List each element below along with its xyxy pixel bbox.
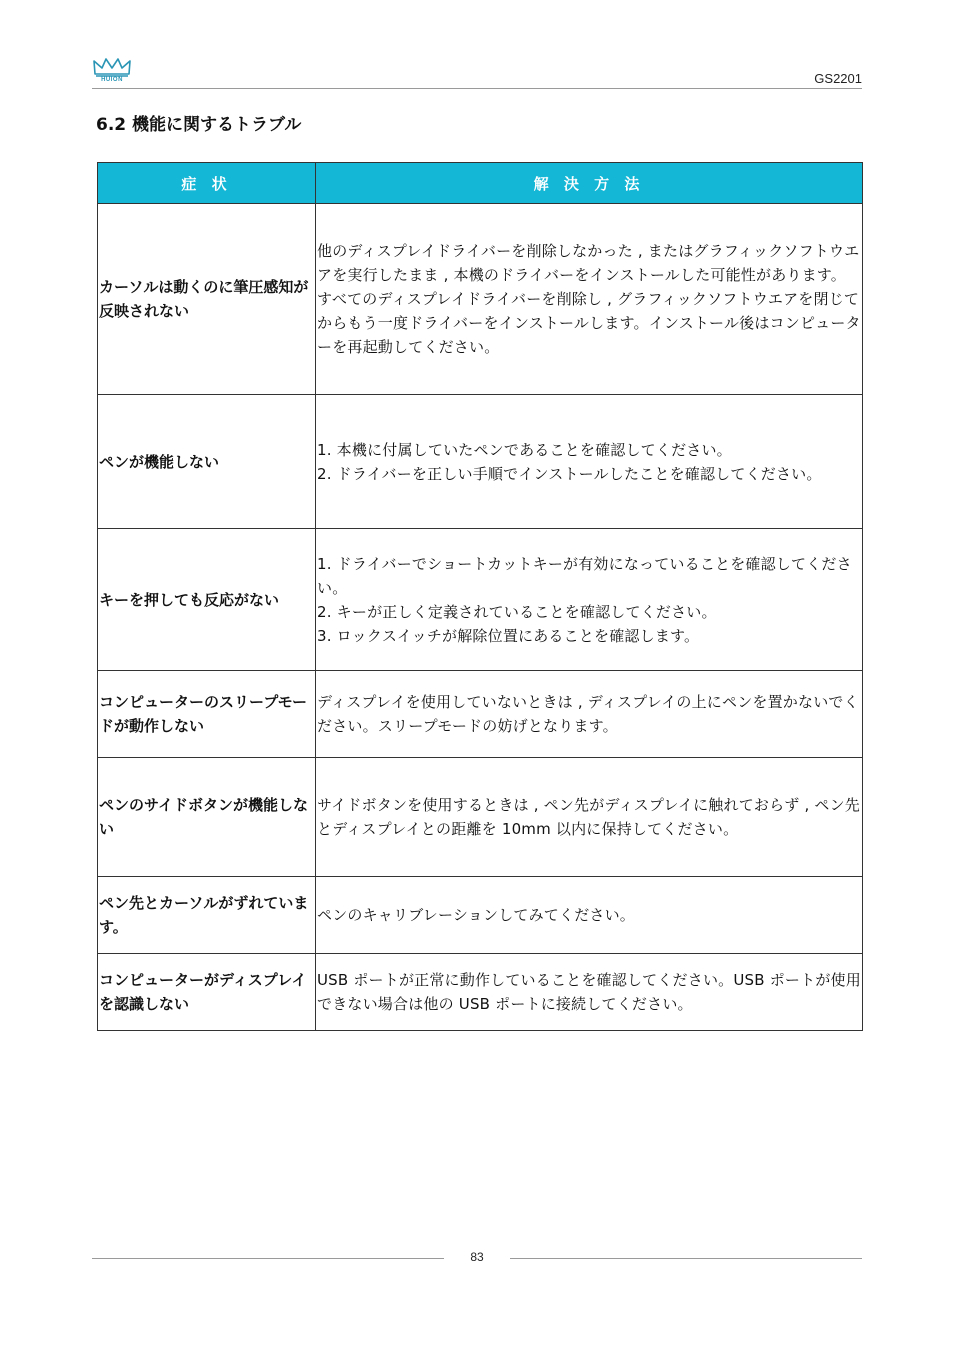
symptom-cell: ペンが機能しない <box>98 395 316 529</box>
table-row <box>98 954 863 1031</box>
troubleshooting-table <box>97 162 863 1031</box>
table-row <box>98 758 863 877</box>
table-header-row <box>98 163 863 204</box>
solution-cell <box>316 671 863 758</box>
solution-line: 1. ドライバーでショートカットキーが有効になっていることを確認してください。 <box>317 554 852 597</box>
column-header-solution: 解 決 方 法 <box>316 163 863 204</box>
crown-icon <box>92 56 132 78</box>
solution-line: 1. 本機に付属していたペンであることを確認してください。 <box>317 440 732 459</box>
symptom-cell: ペンのサイドボタンが機能しない <box>98 758 316 877</box>
solution-line: 2. キーが正しく定義されていることを確認してください。 <box>317 602 717 621</box>
solution-line: ディスプレイを使用していないときは , ディスプレイの上にペンを置かないでください。スリープモードの妨げとなります。 <box>317 693 859 735</box>
solution-line: USB ポートが正常に動作していることを確認してください。USB ポートが使用できない場合は他の USB ポートに接続してください。 <box>317 971 861 1013</box>
solution-line: 3. ロックスイッチが解除位置にあることを確認します。 <box>317 626 700 645</box>
brand-name: HUION <box>101 77 123 83</box>
solution-cell <box>316 529 863 671</box>
symptom-cell: コンピューターがディスプレイを認識しない <box>98 954 316 1031</box>
table-row <box>98 395 863 529</box>
solution-line: ペンのキャリブレーションしてみてください。 <box>317 906 636 924</box>
huion-logo <box>92 56 132 88</box>
solution-cell <box>316 204 863 395</box>
solution-line: すべてのディスプレイドライバーを削除し , グラフィックソフトウエアを閉じてからもう一度ドライバーをインストールします。インストール後はコンピューターを再起動してください。 <box>317 290 861 356</box>
table-row <box>98 204 863 395</box>
solution-cell <box>316 954 863 1031</box>
solution-line: 他のディスプレイドライバーを削除しなかった , またはグラフィックソフトウエアを実行したまま , 本機のドライバーをインストールした可能性があります。 <box>317 242 860 284</box>
solution-cell <box>316 877 863 954</box>
footer-divider-left <box>92 1258 444 1259</box>
footer-divider-right <box>510 1258 862 1259</box>
symptom-cell: キーを押しても反応がない <box>98 529 316 671</box>
solution-cell <box>316 758 863 877</box>
symptom-cell: ペン先とカーソルがずれています。 <box>98 877 316 954</box>
solution-line: サイドボタンを使用するときは , ペン先がディスプレイに触れておらず , ペン先とディスプレイとの距離を 10mm 以内に保持してください。 <box>317 796 861 838</box>
section-title: 6.2 機能に関するトラブル <box>96 115 302 135</box>
table-row <box>98 877 863 954</box>
model-number: GS2201 <box>814 71 862 86</box>
solution-line: 2. ドライバーを正しい手順でインストールしたことを確認してください。 <box>317 464 822 483</box>
symptom-cell: カーソルは動くのに筆圧感知が反映されない <box>98 204 316 395</box>
page-number: 83 <box>470 1250 484 1264</box>
solution-cell <box>316 395 863 529</box>
symptom-cell: コンピューターのスリープモードが動作しない <box>98 671 316 758</box>
table-row <box>98 671 863 758</box>
header-divider <box>92 88 862 89</box>
table-row <box>98 529 863 671</box>
column-header-symptom: 症 状 <box>98 163 316 204</box>
